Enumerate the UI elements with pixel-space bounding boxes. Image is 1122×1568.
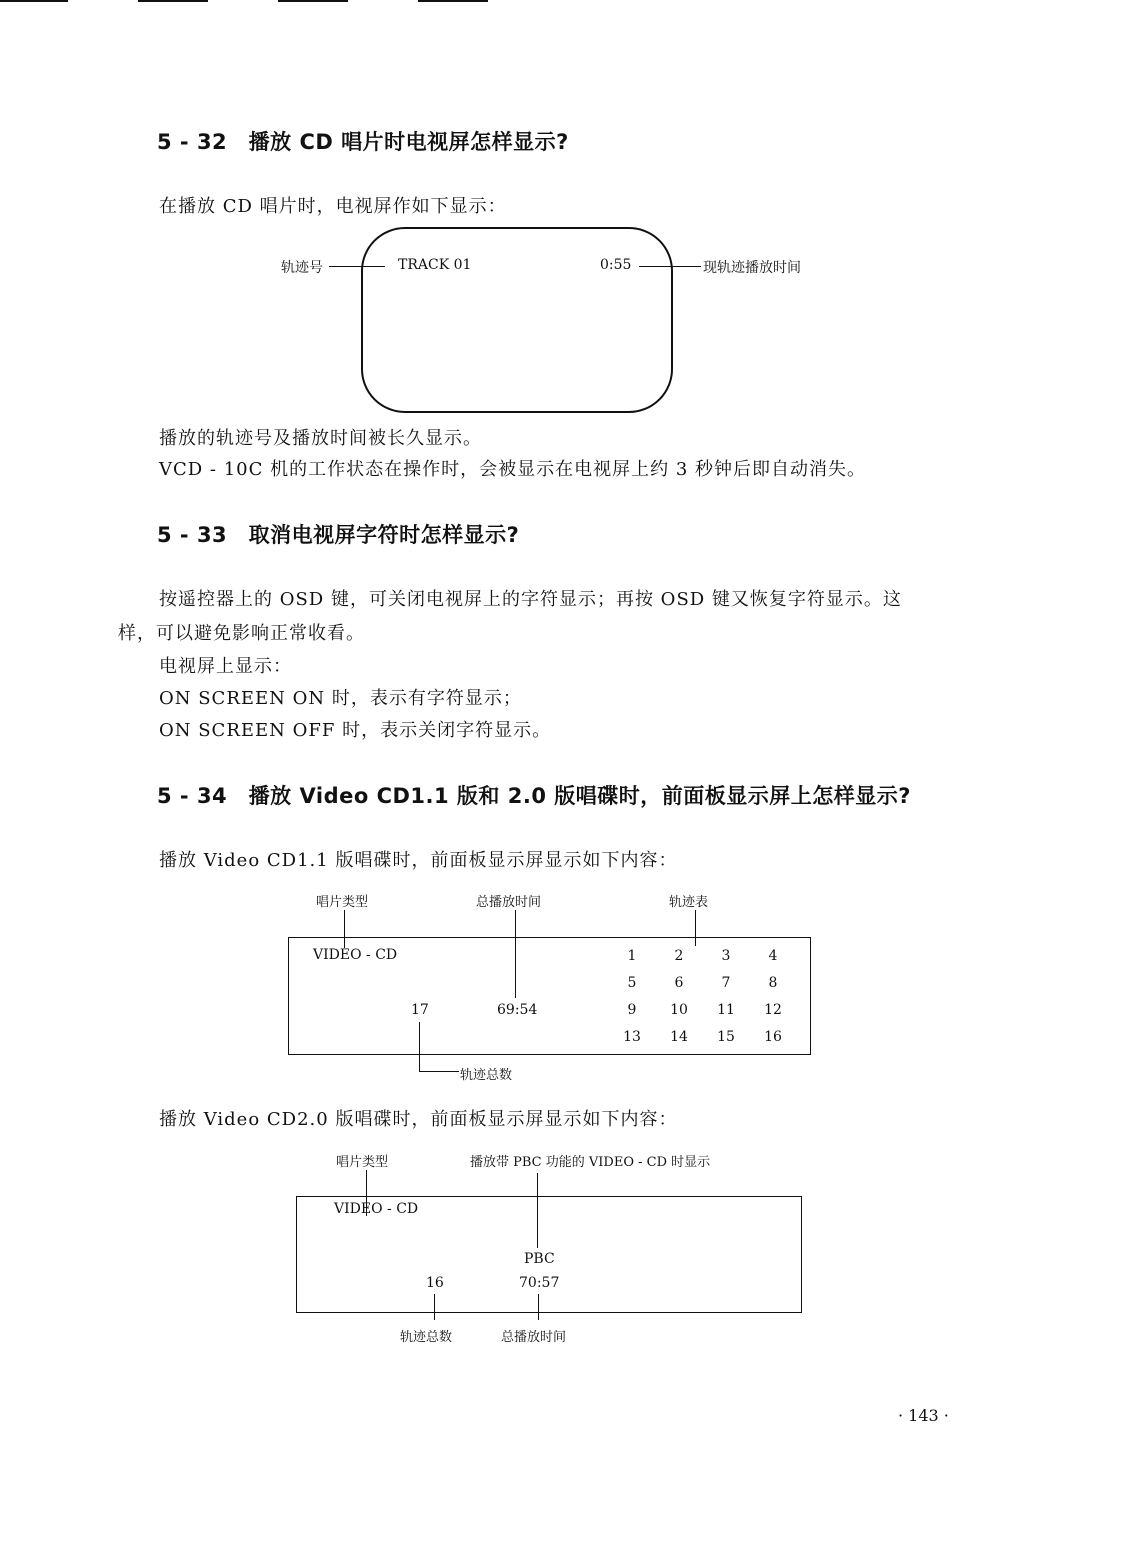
paragraph: ON SCREEN OFF 时，表示关闭字符显示。	[159, 720, 552, 741]
disc-type-value: VIDEO - CD	[334, 1201, 419, 1217]
track-number: 4	[768, 948, 778, 964]
page-number: · 143 ·	[898, 1406, 949, 1425]
track-count-value: 16	[426, 1275, 444, 1291]
track-number: 10	[670, 1002, 688, 1018]
leader-line	[329, 266, 385, 267]
total-time-value: 69:54	[497, 1002, 538, 1018]
leader-line	[538, 1294, 539, 1320]
track-count-value: 17	[411, 1002, 429, 1018]
track-number: 2	[674, 948, 684, 964]
track-value: TRACK 01	[398, 257, 472, 273]
track-number: 3	[721, 948, 731, 964]
section-intro: 播放 Video CD2.0 版唱碟时，前面板显示屏显示如下内容：	[159, 1109, 678, 1130]
paragraph: VCD - 10C 机的工作状态在操作时，会被显示在电视屏上约 3 秒钟后即自动消失。	[159, 459, 867, 480]
disc-type-label: 唱片类型	[336, 1155, 389, 1170]
section-heading-5-34: 5 - 34 播放 Video CD1.1 版和 2.0 版唱碟时，前面板显示屏上怎样显示?	[157, 784, 911, 808]
scan-mark	[278, 0, 348, 2]
paragraph: 按遥控器上的 OSD 键，可关闭电视屏上的字符显示；再按 OSD 键又恢复字符显示。这	[159, 589, 902, 610]
track-number: 12	[764, 1002, 782, 1018]
leader-line	[419, 1022, 420, 1072]
pbc-display-label: 播放带 PBC 功能的 VIDEO - CD 时显示	[470, 1155, 711, 1170]
paragraph: 播放的轨迹号及播放时间被长久显示。	[159, 428, 482, 449]
total-time-label: 总播放时间	[501, 1330, 567, 1345]
section-intro: 在播放 CD 唱片时，电视屏作如下显示：	[159, 196, 507, 217]
track-number: 16	[764, 1029, 782, 1045]
time-value: 0:55	[600, 257, 632, 273]
paragraph: 电视屏上显示：	[159, 656, 292, 677]
scan-mark	[418, 0, 488, 2]
track-number: 13	[623, 1029, 641, 1045]
track-number-label: 轨迹号	[281, 260, 323, 276]
track-number: 8	[768, 975, 778, 991]
scan-mark	[138, 0, 208, 2]
disc-type-value: VIDEO - CD	[313, 947, 398, 963]
pbc-indicator: PBC	[524, 1251, 555, 1267]
track-number: 9	[627, 1002, 637, 1018]
tv-screen-outline	[361, 227, 673, 413]
scan-mark	[0, 0, 68, 2]
track-count-label: 轨迹总数	[400, 1330, 453, 1345]
track-number: 1	[627, 948, 637, 964]
track-number: 6	[674, 975, 684, 991]
total-time-value: 70:57	[519, 1275, 560, 1291]
current-track-time-label: 现轨迹播放时间	[703, 260, 801, 276]
track-table-label: 轨迹表	[669, 895, 709, 910]
track-number: 5	[627, 975, 637, 991]
track-number: 15	[717, 1029, 735, 1045]
paragraph: ON SCREEN ON 时，表示有字符显示；	[159, 688, 522, 709]
total-time-label: 总播放时间	[476, 895, 542, 910]
track-number: 11	[717, 1002, 735, 1018]
section-heading-5-32: 5 - 32 播放 CD 唱片时电视屏怎样显示?	[157, 130, 569, 154]
track-count-label: 轨迹总数	[460, 1068, 513, 1083]
section-heading-5-33: 5 - 33 取消电视屏字符时怎样显示?	[157, 523, 520, 547]
leader-line	[639, 266, 701, 267]
track-number: 14	[670, 1029, 688, 1045]
track-number: 7	[721, 975, 731, 991]
disc-type-label: 唱片类型	[316, 895, 369, 910]
leader-line	[434, 1294, 435, 1320]
paragraph-continued: 样，可以避免影响正常收看。	[118, 623, 365, 644]
section-intro: 播放 Video CD1.1 版唱碟时，前面板显示屏显示如下内容：	[159, 850, 678, 871]
leader-line	[419, 1071, 459, 1072]
